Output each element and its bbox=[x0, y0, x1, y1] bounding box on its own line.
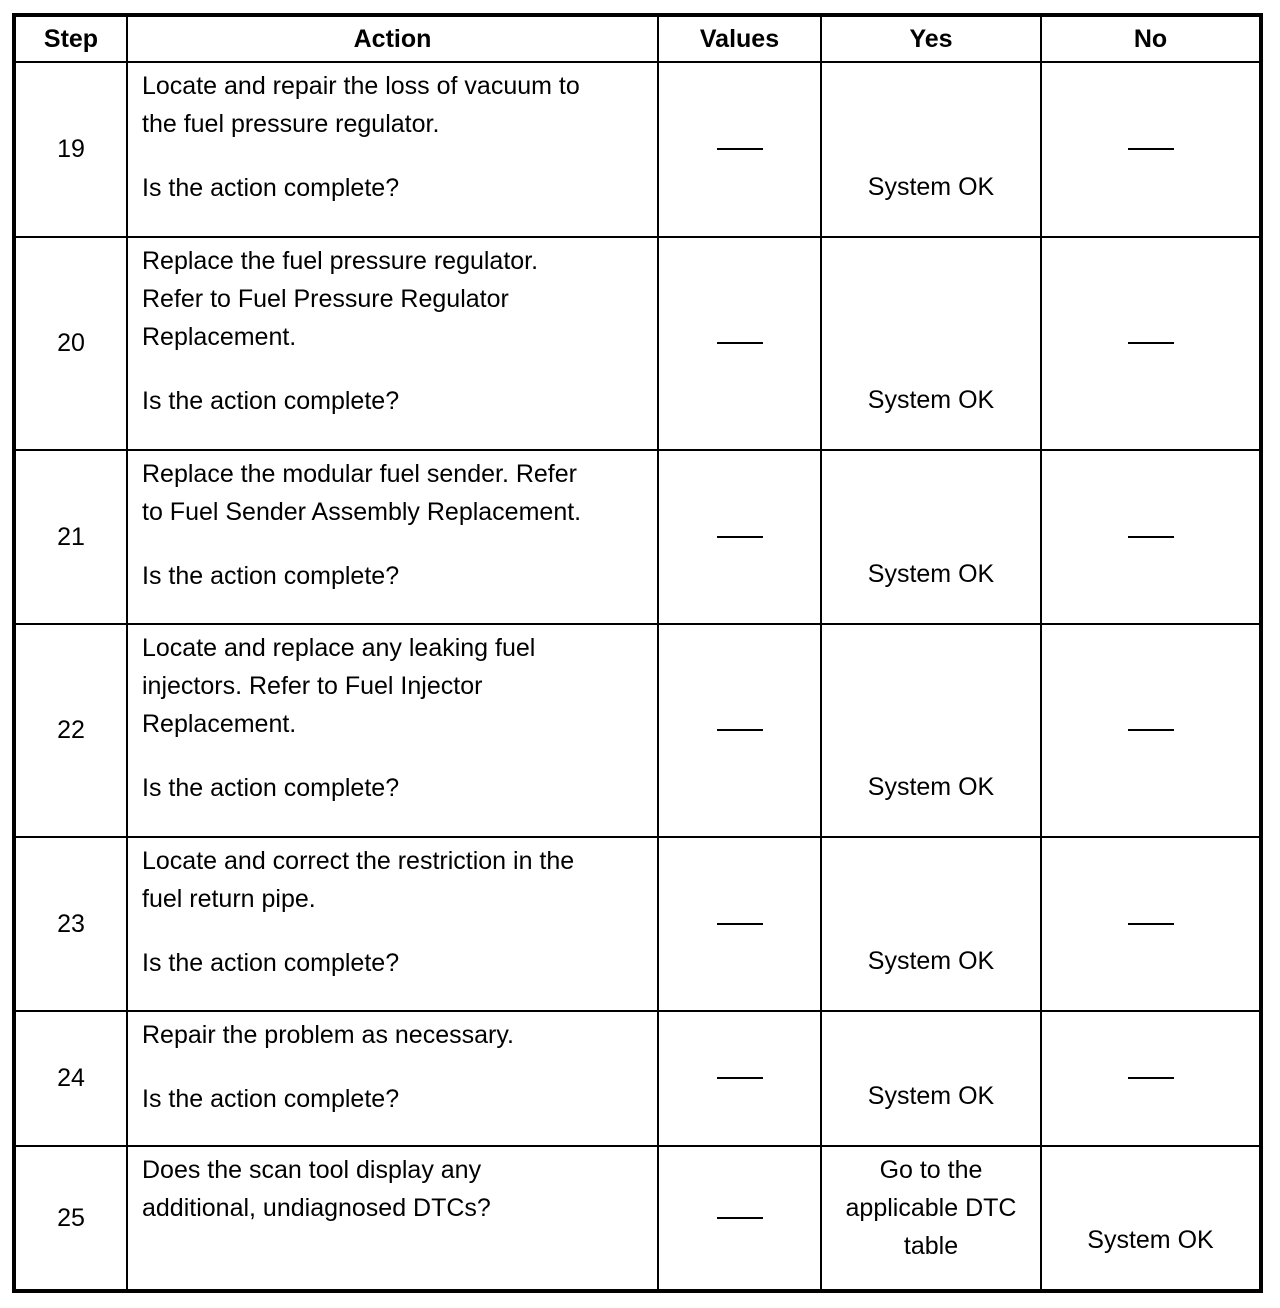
yes-result-line: table bbox=[903, 1232, 959, 1260]
values-dash bbox=[717, 1077, 763, 1079]
no-dash bbox=[1128, 923, 1174, 925]
yes-result-line: applicable DTC bbox=[845, 1194, 1017, 1222]
step-number: 22 bbox=[14, 624, 127, 837]
header-no: No bbox=[1041, 15, 1261, 62]
action-question: Is the action complete? bbox=[142, 949, 400, 977]
step-number: 21 bbox=[14, 450, 127, 624]
table-row bbox=[14, 837, 1261, 1011]
action-text: to Fuel Sender Assembly Replacement. bbox=[142, 498, 582, 526]
no-result: System OK bbox=[1041, 1146, 1261, 1291]
action-cell bbox=[127, 237, 658, 450]
action-text: Refer to Fuel Pressure Regulator bbox=[142, 285, 509, 313]
yes-result: System OK bbox=[821, 1011, 1041, 1146]
values-cell bbox=[658, 450, 821, 624]
action-text: Locate and replace any leaking fuel bbox=[142, 634, 536, 662]
step-number: 23 bbox=[14, 837, 127, 1011]
step-number: 19 bbox=[14, 62, 127, 237]
yes-result bbox=[821, 1146, 1041, 1291]
step-number: 20 bbox=[14, 237, 127, 450]
step-number: 25 bbox=[14, 1146, 127, 1291]
no-cell bbox=[1041, 237, 1261, 450]
action-cell bbox=[127, 1011, 658, 1146]
action-text: Replacement. bbox=[142, 323, 297, 351]
action-cell bbox=[127, 1146, 658, 1291]
action-cell bbox=[127, 62, 658, 237]
action-cell bbox=[127, 837, 658, 1011]
action-text: Does the scan tool display any bbox=[142, 1156, 482, 1184]
values-cell bbox=[658, 62, 821, 237]
no-dash bbox=[1128, 1077, 1174, 1079]
action-text: fuel return pipe. bbox=[142, 885, 316, 913]
values-dash bbox=[717, 148, 763, 150]
action-text: Replacement. bbox=[142, 710, 297, 738]
values-dash bbox=[717, 923, 763, 925]
table-row bbox=[14, 62, 1261, 237]
header-values: Values bbox=[658, 15, 821, 62]
action-text: Locate and repair the loss of vacuum to bbox=[142, 72, 580, 100]
values-cell bbox=[658, 837, 821, 1011]
action-text: Repair the problem as necessary. bbox=[142, 1021, 514, 1049]
values-dash bbox=[717, 1217, 763, 1219]
action-question: Is the action complete? bbox=[142, 562, 400, 590]
diagnostic-table bbox=[12, 13, 1263, 1293]
action-text: the fuel pressure regulator. bbox=[142, 110, 440, 138]
header-action: Action bbox=[127, 15, 658, 62]
no-cell bbox=[1041, 450, 1261, 624]
no-dash bbox=[1128, 342, 1174, 344]
values-cell bbox=[658, 237, 821, 450]
yes-result: System OK bbox=[821, 837, 1041, 1011]
no-dash bbox=[1128, 148, 1174, 150]
action-text: injectors. Refer to Fuel Injector bbox=[142, 672, 483, 700]
table-row bbox=[14, 450, 1261, 624]
table-row bbox=[14, 1146, 1261, 1291]
header-step: Step bbox=[14, 15, 127, 62]
action-question: Is the action complete? bbox=[142, 774, 400, 802]
yes-result: System OK bbox=[821, 62, 1041, 237]
header-yes: Yes bbox=[821, 15, 1041, 62]
step-number: 24 bbox=[14, 1011, 127, 1146]
yes-result: System OK bbox=[821, 237, 1041, 450]
action-text: Locate and correct the restriction in the bbox=[142, 847, 575, 875]
yes-result: System OK bbox=[821, 624, 1041, 837]
action-cell bbox=[127, 450, 658, 624]
action-text: Replace the fuel pressure regulator. bbox=[142, 247, 539, 275]
values-cell bbox=[658, 624, 821, 837]
action-cell bbox=[127, 624, 658, 837]
yes-result: System OK bbox=[821, 450, 1041, 624]
no-cell bbox=[1041, 62, 1261, 237]
values-dash bbox=[717, 536, 763, 538]
table-row bbox=[14, 624, 1261, 837]
action-question: Is the action complete? bbox=[142, 174, 400, 202]
values-cell bbox=[658, 1146, 821, 1291]
values-dash bbox=[717, 342, 763, 344]
no-cell bbox=[1041, 837, 1261, 1011]
action-question: Is the action complete? bbox=[142, 387, 400, 415]
action-text: additional, undiagnosed DTCs? bbox=[142, 1194, 491, 1222]
yes-result-line: Go to the bbox=[879, 1156, 983, 1184]
no-dash bbox=[1128, 729, 1174, 731]
no-cell bbox=[1041, 624, 1261, 837]
values-cell bbox=[658, 1011, 821, 1146]
values-dash bbox=[717, 729, 763, 731]
table-row bbox=[14, 237, 1261, 450]
header-row bbox=[14, 15, 1261, 62]
no-cell bbox=[1041, 1011, 1261, 1146]
action-question: Is the action complete? bbox=[142, 1085, 400, 1113]
table-row bbox=[14, 1011, 1261, 1146]
action-text: Replace the modular fuel sender. Refer bbox=[142, 460, 577, 488]
no-dash bbox=[1128, 536, 1174, 538]
